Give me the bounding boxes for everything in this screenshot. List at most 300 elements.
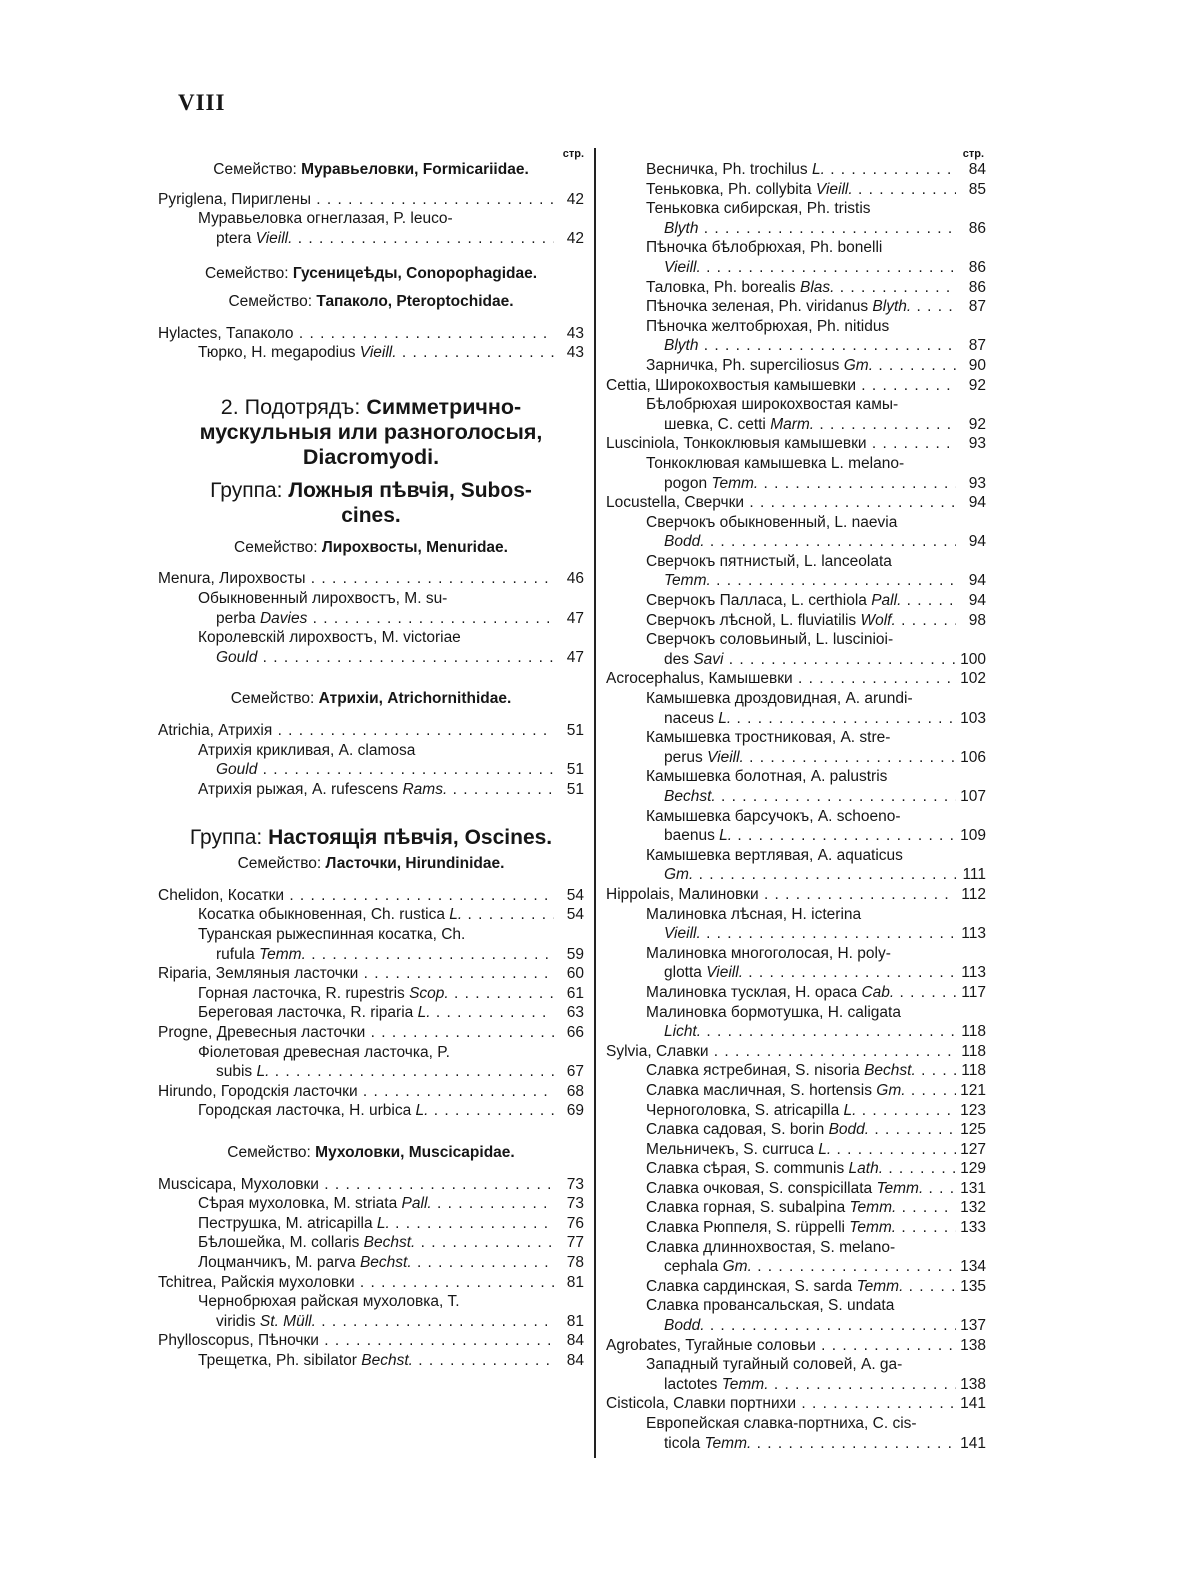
- page-ref: 87: [968, 298, 986, 316]
- page-ref: 43: [566, 324, 584, 342]
- page-ref: 51: [566, 761, 584, 779]
- species-entry: [606, 767, 986, 806]
- entry-title: Зарничка, Ph. superciliosus Gm. . . .: [646, 356, 956, 376]
- author: Temm.: [704, 1434, 752, 1452]
- group-heading: [158, 478, 584, 528]
- group-label: Группа:: [189, 826, 263, 850]
- entry-title: Cisticola, Славки портнихи . . .: [606, 1394, 956, 1414]
- page-ref: 66: [566, 1024, 584, 1042]
- page-ref: 102: [960, 670, 986, 688]
- page-ref: 86: [968, 278, 986, 296]
- genus-entry: [606, 669, 986, 689]
- page-ref: 85: [968, 180, 986, 198]
- species-entry: [158, 343, 584, 363]
- page-ref: 132: [960, 1199, 986, 1217]
- author: Gm.: [876, 1081, 906, 1099]
- page-ref: 93: [968, 474, 986, 492]
- author: L.: [417, 1004, 431, 1022]
- entry-title-cont: subis L. . . .: [216, 1062, 554, 1082]
- page-ref: 67: [566, 1063, 584, 1081]
- author: Vieill.: [664, 258, 701, 276]
- entry-title: Малиновка бормотушка, H. caligata: [646, 1003, 901, 1021]
- author: Blyth.: [872, 298, 912, 316]
- entry-title: Lusciniola, Тонкоклювыя камышевки . . .: [606, 434, 956, 454]
- entry-title: Сверчокъ лѣсной, L. fluviatilis Wolf. . . .: [646, 611, 956, 631]
- family-name: Ласточки, Hirundinidae.: [325, 855, 505, 873]
- spacer: [158, 709, 584, 721]
- family-label: Семейство:: [237, 855, 322, 873]
- author: Marm.: [770, 415, 815, 433]
- page-ref: 84: [566, 1351, 584, 1369]
- entry-continuation: [646, 748, 986, 768]
- entry-title: Riparia, Земляныя ласточки . . .: [158, 964, 554, 984]
- family-heading: [158, 264, 584, 284]
- family-name: Тапаколо, Pteroptochidae.: [316, 292, 514, 310]
- entry-title: Славка длиннохвостая, S. melano-: [646, 1238, 896, 1256]
- author: Gould: [216, 648, 258, 666]
- entry-title-cont: [664, 532, 956, 552]
- species-entry: [606, 1238, 986, 1277]
- entry-continuation: [198, 760, 584, 780]
- entry-title: Сѣрая мухоловка, M. striata Pall. . . .: [198, 1194, 554, 1214]
- entry-title: Тюрко, H. megapodius Vieill. . . .: [198, 343, 554, 363]
- entry-title: Малиновка лѣсная, H. icterina: [646, 905, 862, 923]
- species-entry: [606, 297, 986, 317]
- spacer: [158, 470, 584, 478]
- entry-continuation: [198, 1312, 584, 1332]
- entry-title: Бѣлобрюхая широкохвостая камы-: [646, 396, 899, 414]
- page-ref: 92: [968, 376, 986, 394]
- entry-continuation: [646, 219, 986, 239]
- group-name: Ложныя пѣвчія, Subos-: [288, 478, 532, 502]
- species-entry: [606, 1414, 986, 1453]
- entry-title: Весничка, Ph. trochilus L. . . .: [646, 160, 956, 180]
- page-ref: 92: [968, 415, 986, 433]
- entry-title-cont: des Savi . . .: [664, 650, 956, 670]
- author: L.: [843, 1101, 857, 1119]
- page-ref: 61: [566, 984, 584, 1002]
- species-entry: [158, 628, 584, 667]
- entry-continuation: [646, 474, 986, 494]
- author: Vieill.: [707, 748, 744, 766]
- species-entry: [158, 1233, 584, 1253]
- page-ref: 73: [566, 1195, 584, 1213]
- page-ref: 54: [566, 906, 584, 924]
- page-ref: 111: [962, 866, 986, 884]
- entry-title: Progne, Древесныя ласточки . . .: [158, 1023, 554, 1043]
- species-entry: [158, 1292, 584, 1331]
- family-heading: [158, 292, 584, 312]
- author: Bechst.: [664, 788, 716, 805]
- entry-title: Чернобрюхая райская мухоловка, T.: [198, 1293, 460, 1311]
- author: Vieill.: [664, 925, 701, 943]
- entry-continuation: [646, 787, 986, 807]
- entry-title-cont: [664, 258, 956, 278]
- entry-title-cont: rufula Temm. . . .: [216, 945, 554, 965]
- entry-title-cont: pogon Temm. . . .: [664, 474, 956, 494]
- entry-title: Атрихія крикливая, A. clamosa: [198, 741, 416, 759]
- species-entry: [158, 1101, 584, 1121]
- genus-entry: [606, 1042, 986, 1062]
- page-ref: 73: [566, 1175, 584, 1193]
- entry-title-cont: naceus L. . . .: [664, 709, 956, 729]
- genus-entry: [158, 190, 584, 210]
- page-ref: 107: [960, 788, 986, 805]
- genus-entry: [606, 434, 986, 454]
- page-ref: 87: [968, 337, 986, 355]
- species-entry: [606, 1218, 986, 1238]
- entry-title: Tchitrea, Райскія мухоловки . . .: [158, 1273, 554, 1293]
- page-ref: 47: [566, 609, 584, 627]
- entry-title-cont: lactotes Temm. . . .: [664, 1375, 956, 1395]
- page-ref: 131: [960, 1179, 986, 1197]
- species-entry: [606, 180, 986, 200]
- entry-title: Туранская рыжеспинная косатка, Ch.: [198, 926, 466, 944]
- page-ref: 94: [968, 592, 986, 610]
- entry-continuation: [198, 609, 584, 629]
- genus-entry: [606, 493, 986, 513]
- author: Bechst.: [361, 1351, 413, 1369]
- author: L.: [811, 161, 825, 178]
- page-ref: 59: [566, 945, 584, 963]
- page-ref: 133: [960, 1219, 986, 1237]
- entry-title-cont: ptera Vieill. . . .: [216, 229, 554, 249]
- entry-title-cont: [664, 1316, 956, 1336]
- page-ref: 98: [968, 611, 986, 629]
- entry-title: Славка очковая, S. conspicillata Temm. . . .: [646, 1179, 956, 1199]
- author: Temm.: [259, 945, 306, 963]
- author: Temm.: [711, 474, 759, 492]
- species-entry: [606, 1296, 986, 1335]
- page-ref: 42: [566, 190, 584, 208]
- entry-title-cont: [664, 787, 956, 807]
- entry-continuation: [646, 650, 986, 670]
- author: Pall.: [871, 592, 902, 610]
- spacer: [158, 180, 584, 190]
- page-ref: 93: [968, 435, 986, 453]
- page-ref: 112: [961, 885, 986, 903]
- author: L.: [718, 709, 732, 727]
- entry-title-cont: perba Davies . . .: [216, 609, 554, 629]
- species-entry: [606, 160, 986, 180]
- entry-continuation: [646, 826, 986, 846]
- page-ref: 86: [968, 219, 986, 237]
- author: Vieill.: [255, 229, 293, 247]
- page-ref: 129: [960, 1160, 986, 1178]
- entry-title: Береговая ласточка, R. riparia L. . . .: [198, 1003, 554, 1023]
- genus-entry: [158, 1023, 584, 1043]
- page-ref: 94: [968, 494, 986, 512]
- species-entry: [158, 925, 584, 964]
- author: Licht.: [664, 1023, 702, 1041]
- page-column-label: стр.: [962, 148, 984, 160]
- entry-title: Славка сардинская, S. sarda Temm. . . .: [646, 1277, 956, 1297]
- spacer: [158, 1121, 584, 1143]
- author: Scop.: [409, 984, 449, 1002]
- page-ref: 60: [566, 965, 584, 983]
- entry-continuation: [646, 1257, 986, 1277]
- entry-continuation: [198, 1062, 584, 1082]
- species-entry: [158, 1043, 584, 1082]
- spacer: [158, 528, 584, 538]
- entry-title: Chelidon, Косатки . . .: [158, 886, 554, 906]
- left-column: [158, 148, 584, 1371]
- page-ref: 68: [566, 1082, 584, 1100]
- spacer: [158, 1163, 584, 1175]
- entry-title: Обыкновенный лирохвостъ, M. su-: [198, 589, 448, 607]
- entry-title: Тонкоклювая камышевка L. melano-: [646, 454, 905, 472]
- species-entry: [606, 1159, 986, 1179]
- species-entry: [606, 552, 986, 591]
- entry-title: Таловка, Ph. borealis Blas. . . .: [646, 278, 956, 298]
- page-ref: 113: [961, 964, 986, 982]
- entry-continuation: [646, 1375, 986, 1395]
- entry-continuation: [198, 945, 584, 965]
- author: Gould: [216, 761, 258, 779]
- entry-title: Hippolais, Малиновки . . .: [606, 885, 956, 905]
- page-ref: 47: [566, 648, 584, 666]
- page-ref: 127: [960, 1140, 986, 1158]
- column-divider: [594, 148, 596, 1458]
- entry-title: Славка ястребиная, S. nisoria Bechst. . . .: [646, 1061, 956, 1081]
- spacer: [158, 363, 584, 395]
- family-label: Семейство:: [204, 265, 289, 283]
- family-label: Семейство:: [227, 1144, 311, 1161]
- page-ref: 134: [960, 1258, 986, 1276]
- species-entry: [158, 1003, 584, 1023]
- author: L.: [719, 827, 733, 845]
- entry-continuation: [646, 258, 986, 278]
- species-entry: [606, 513, 986, 552]
- entry-title-cont: [664, 571, 956, 591]
- family-name: Лирохвосты, Menuridae.: [321, 538, 508, 556]
- spacer: [158, 874, 584, 886]
- page-ref: 138: [960, 1336, 986, 1354]
- page-column-label: стр.: [562, 148, 584, 160]
- entry-title: Косатка обыкновенная, Ch. rustica L. . . .: [198, 905, 554, 925]
- page-ref: 63: [566, 1004, 584, 1022]
- entry-continuation: [646, 1434, 986, 1454]
- species-entry: [606, 238, 986, 277]
- entry-title-cont: baenus L. . . .: [664, 826, 956, 846]
- page-ref: 46: [566, 570, 584, 588]
- author: Gm.: [722, 1258, 752, 1276]
- entry-title: Западный тугайный соловей, A. ga-: [646, 1356, 903, 1374]
- entry-title: Камышевка болотная, A. palustris: [646, 768, 888, 786]
- right-column: [606, 148, 986, 1453]
- entry-title: Phylloscopus, Пѣночки . . .: [158, 1331, 554, 1351]
- species-entry: [606, 611, 986, 631]
- family-label: Семейство:: [230, 690, 315, 708]
- entry-title: Фіолетовая древесная ласточка, P.: [198, 1043, 450, 1061]
- entry-title: Славка Рюппеля, S. rüppelli Temm. . . .: [646, 1218, 956, 1238]
- entry-title: Agrobates, Тугайные соловьи . . .: [606, 1336, 956, 1356]
- species-entry: [158, 1351, 584, 1371]
- entry-continuation: [646, 336, 986, 356]
- page-ref: 43: [566, 344, 584, 362]
- author: Blyth: [664, 337, 699, 355]
- genus-entry: [606, 1394, 986, 1414]
- entry-title: Теньковка сибирская, Ph. tristis: [646, 200, 871, 218]
- entry-title: Камышевка дроздовидная, A. arundi-: [646, 690, 913, 708]
- entry-title: Сверчокъ пятнистый, L. lanceolata: [646, 552, 892, 570]
- page-ref: 77: [566, 1234, 584, 1252]
- entry-title: Европейская славка-портниха, C. cis-: [646, 1415, 917, 1432]
- page-ref: 81: [566, 1312, 584, 1330]
- species-entry: [158, 1253, 584, 1273]
- author: L.: [415, 1102, 429, 1120]
- entry-title-cont: [664, 924, 956, 944]
- page-ref: 106: [960, 748, 986, 766]
- genus-entry: [606, 376, 986, 396]
- family-label: Семейство:: [228, 292, 313, 310]
- page-ref: 86: [968, 258, 986, 276]
- entry-title: Славка сѣрая, S. communis Lath. . . .: [646, 1159, 956, 1179]
- entry-title: Muscicapa, Мухоловки . . .: [158, 1175, 554, 1195]
- species-entry: [158, 741, 584, 780]
- entry-title: Теньковка, Ph. collybita Vieill. . . .: [646, 180, 956, 200]
- page-ref: 118: [961, 1062, 986, 1080]
- entry-continuation: [646, 1316, 986, 1336]
- spacer: [158, 284, 584, 292]
- entry-title-cont: [216, 648, 554, 668]
- page-ref: 125: [960, 1121, 986, 1139]
- entry-continuation: [646, 963, 986, 983]
- entry-title: Пеструшка, M. atricapilla L. . . .: [198, 1214, 554, 1234]
- genus-entry: [158, 964, 584, 984]
- family-heading: [158, 854, 584, 874]
- page-ref: 51: [566, 721, 584, 739]
- genus-entry: [158, 886, 584, 906]
- entry-title: Пѣночка желтобрюхая, Ph. nitidus: [646, 317, 890, 335]
- species-entry: [606, 1179, 986, 1199]
- page-ref: 138: [960, 1375, 986, 1393]
- entry-title: Городская ласточка, H. urbica L. . . .: [198, 1101, 554, 1121]
- species-entry: [606, 630, 986, 669]
- entry-title: Славка провансальская, S. undata: [646, 1297, 895, 1315]
- species-entry: [158, 780, 584, 800]
- genus-entry: [606, 1336, 986, 1356]
- entry-title: Hylactes, Тапаколо . . .: [158, 324, 554, 344]
- entry-continuation: [198, 229, 584, 249]
- entry-title: Cettia, Широкохвостыя камышевки . . .: [606, 376, 956, 396]
- entry-title: Pyriglena, Пириглены . . .: [158, 190, 554, 210]
- entry-title: Sylvia, Славки . . .: [606, 1042, 956, 1062]
- page-ref: 94: [968, 572, 986, 590]
- species-entry: [606, 1140, 986, 1160]
- entry-title: Черноголовка, S. atricapilla L. . . .: [646, 1101, 956, 1121]
- spacer: [158, 248, 584, 264]
- species-entry: [606, 1003, 986, 1042]
- species-entry: [606, 1101, 986, 1121]
- entry-continuation: [646, 1022, 986, 1042]
- species-entry: [606, 1081, 986, 1101]
- entry-title: Королевскій лирохвостъ, M. victoriae: [198, 629, 461, 647]
- entry-title: Hirundo, Городскія ласточки . . .: [158, 1082, 554, 1102]
- page-ref: 137: [960, 1317, 986, 1335]
- genus-entry: [158, 569, 584, 589]
- page-ref: 90: [968, 356, 986, 374]
- author: Bodd.: [664, 533, 705, 551]
- entry-title-cont: cephala Gm. . . .: [664, 1257, 956, 1277]
- page-ref: 141: [960, 1395, 986, 1413]
- entry-continuation: [198, 648, 584, 668]
- author: Gm.: [843, 356, 874, 374]
- entry-title: Малиновка тусклая, H. opaca Cab. . . .: [646, 983, 956, 1003]
- species-entry: [606, 199, 986, 238]
- page-ref: 109: [960, 827, 986, 845]
- species-entry: [606, 905, 986, 944]
- genus-entry: [158, 1331, 584, 1351]
- page-ref: 117: [961, 983, 986, 1001]
- entry-title: Сверчокъ соловьиный, L. lusciniоi-: [646, 631, 894, 649]
- author: Bodd.: [664, 1317, 705, 1335]
- suborder-label: 2. Подотрядъ:: [220, 394, 361, 419]
- page-ref: 100: [960, 650, 986, 668]
- author: Davies: [259, 609, 308, 627]
- entry-title-cont: viridis St. Müll. . . .: [216, 1312, 554, 1332]
- suborder-latin: Diacromyodi.: [302, 444, 440, 469]
- species-entry: [158, 905, 584, 925]
- page-ref: 141: [960, 1434, 986, 1452]
- entry-title: Лоцманчикъ, M. parva Bechst. . . .: [198, 1253, 554, 1273]
- genus-entry: [158, 1082, 584, 1102]
- entry-title-cont: ticola Temm. . . .: [664, 1434, 956, 1454]
- page-ref: 84: [566, 1332, 584, 1350]
- entry-title: Горная ласточка, R. rupestris Scop. . . .: [198, 984, 554, 1004]
- page-ref: 42: [566, 229, 584, 247]
- entry-continuation: [646, 865, 986, 885]
- author: L.: [818, 1140, 832, 1158]
- page-ref: 123: [960, 1101, 986, 1119]
- entry-title-cont: [664, 336, 956, 356]
- genus-entry: [158, 324, 584, 344]
- page-ref: 135: [960, 1277, 986, 1295]
- family-label: Семейство:: [234, 538, 318, 556]
- family-name: Муравьеловки, Formicariidae.: [301, 161, 529, 178]
- suborder-name-cont: мускульныя или разноголосыя,: [199, 419, 543, 444]
- species-entry: [606, 846, 986, 885]
- page-ref: 118: [961, 1042, 986, 1060]
- spacer: [158, 667, 584, 689]
- page-ref: 51: [566, 780, 584, 798]
- entry-title: Камышевка барсучокъ, A. schoeno-: [646, 807, 901, 825]
- species-entry: [606, 317, 986, 356]
- entry-title-cont: [216, 760, 554, 780]
- entry-title: Камышевка вертлявая, A. aquaticus: [646, 846, 903, 864]
- entry-continuation: [646, 924, 986, 944]
- spacer: [158, 799, 584, 825]
- species-entry: [158, 984, 584, 1004]
- family-name: Мухоловки, Muscicapidae.: [315, 1144, 515, 1161]
- species-entry: [158, 589, 584, 628]
- species-entry: [606, 395, 986, 434]
- author: L.: [449, 906, 463, 924]
- spacer: [158, 312, 584, 324]
- species-entry: [158, 1214, 584, 1234]
- species-entry: [158, 1194, 584, 1214]
- species-entry: [606, 1198, 986, 1218]
- author: Temm.: [721, 1375, 769, 1393]
- genus-entry: [158, 721, 584, 741]
- family-heading: [158, 538, 584, 558]
- page-ref: 81: [566, 1273, 584, 1291]
- group-name: Настоящія пѣвчія, Oscines.: [268, 826, 553, 850]
- entry-title-cont: glotta Vieill. . . .: [664, 963, 956, 983]
- family-name: Атрихіи, Atrichornithidae.: [318, 690, 512, 708]
- species-entry: [606, 591, 986, 611]
- entry-continuation: [646, 532, 986, 552]
